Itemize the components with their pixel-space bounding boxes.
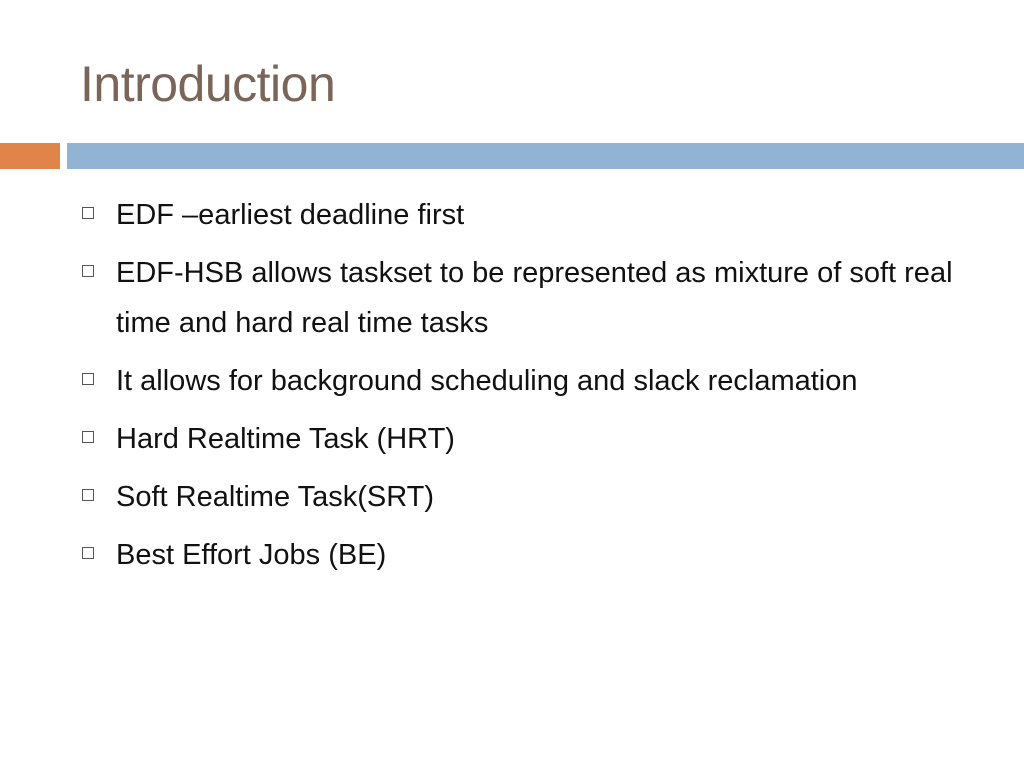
slide-title: Introduction [80,56,336,112]
square-bullet-icon [82,265,94,277]
bullet-text: EDF –earliest deadline first [116,199,465,231]
bullet-text: Hard Realtime Task (HRT) [116,423,455,455]
bullet-text: Soft Realtime Task(SRT) [116,481,435,513]
title-underline-bar [67,143,1024,169]
bullet-list [80,190,980,588]
bullet-item [80,472,980,522]
bullet-item [80,530,980,580]
square-bullet-icon [82,373,94,385]
accent-bar [0,143,60,169]
bullet-item [80,248,980,348]
bullet-text: Best Effort Jobs (BE) [116,539,387,571]
square-bullet-icon [82,489,94,501]
bullet-item [80,190,980,240]
square-bullet-icon [82,207,94,219]
bullet-item [80,356,980,406]
square-bullet-icon [82,431,94,443]
bullet-item [80,414,980,464]
square-bullet-icon [82,547,94,559]
bullet-text: EDF-HSB allows taskset to be represented as mixture of soft real time and hard real time tasks [116,257,953,339]
bullet-text: It allows for background scheduling and slack reclamation [116,365,858,397]
